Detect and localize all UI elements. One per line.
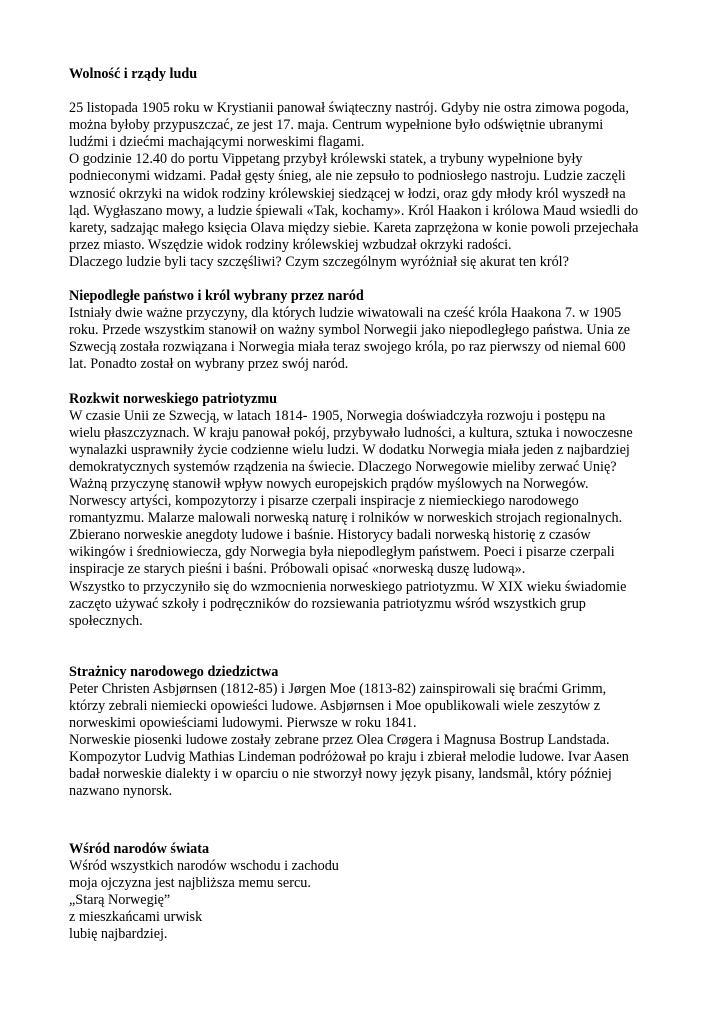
section-rozkwit <box>69 391 669 630</box>
spacer <box>69 801 669 841</box>
paragraph-line: wielu płaszczyznach. W kraju panował pokój, przybywało ludności, a kultura, sztuka i nowoczesne <box>69 424 633 441</box>
paragraph-line: Wszystko to przyczyniło się do wzmocnienia norweskiego patriotyzmu. W XIX wieku świadomie <box>69 578 627 595</box>
section-heading-rozkwit: Rozkwit norweskiego patriotyzmu <box>69 390 278 407</box>
poem-line: „Starą Norwegię” <box>69 891 171 908</box>
paragraph-line: 25 listopada 1905 roku w Krystianii panował świąteczny nastrój. Gdyby nie ostra zimowa pogoda, <box>69 100 629 117</box>
paragraph-line: Norwescy artyści, kompozytorzy i pisarze czerpali inspiracje z niemieckiego narodowego <box>69 493 579 510</box>
paragraph-line: Istniały dwie ważne przyczyny, dla których ludzie wiwatowali na cześć króla Haakona 7. w 1905 <box>69 305 622 322</box>
paragraph-line: lat. Ponadto został on wybrany przez swój naród. <box>69 356 349 373</box>
paragraph-line: norweskimi opowieściami ludowymi. Pierwsze w roku 1841. <box>69 715 417 732</box>
paragraph-line: Zbierano norweskie anegdoty ludowe i baśnie. Historycy badali norweską historię z czasów <box>69 527 591 544</box>
paragraph-line: wikingów i średniowiecza, gdy Norwegia była niepodległym państwem. Poeci i pisarze czerpali <box>69 544 615 561</box>
spacer <box>69 271 669 288</box>
paragraph-line: romantyzmu. Malarze malowali norweską naturę i rolników w norweskich strojach regionalnych. <box>69 510 623 527</box>
paragraph-line: ludźmi i dziećmi machającymi norweskimi flagami. <box>69 134 365 151</box>
paragraph-line: wynalazki usprawniły życie codzienne wielu ludzi. W dodatku Norwegia miała jeden z najbardziej <box>69 441 630 458</box>
paragraph-line: Szwecją została rozwiązana i Norwegia miała teraz swojego króla, po raz pierwszy od niemal 600 <box>69 339 626 356</box>
paragraph-line: badał norweskie dialekty i w oparciu o nie stworzył nowy język pisany, landsmål, który później <box>69 766 612 783</box>
paragraph-line: demokratycznych systemów rządzenia na świecie. Dlaczego Norwegowie mieliby zerwać Unię? <box>69 458 617 475</box>
poem-line: z mieszkańcami urwisk <box>69 908 203 925</box>
paragraph-line: Ważną przyczynę stanowił wpływ nowych europejskich prądów myślowych na Norwegów. <box>69 475 589 492</box>
paragraph-line: inspiracje ze starych pieśni i baśni. Próbowali opisać «norweską duszę ludową». <box>69 561 526 578</box>
paragraph-line: karety, sadzając małego księcia Olava między siebie. Kareta zaprzężona w konie powoli przejechała <box>69 219 639 236</box>
paragraph-line: społecznych. <box>69 612 143 629</box>
section-wsrod-narodow <box>69 841 669 944</box>
paragraph-line: Norweskie piosenki ludowe zostały zebrane przez Olea Crøgera i Magnusa Bostrup Landstada. <box>69 732 610 749</box>
paragraph-line: ląd. Wygłaszano mowy, a ludzie śpiewali «Tak, kochamy». Król Haakon i królowa Maud wsiedli do <box>69 202 639 219</box>
spacer <box>69 83 669 100</box>
paragraph-line: przez miasto. Wszędzie widok rodziny królewskiej wzbudzał okrzyki radości. <box>69 236 512 253</box>
spacer <box>69 630 669 664</box>
paragraph-line: Kompozytor Ludvig Mathias Lindeman podróżował po kraju i zbierał melodie ludowe. Ivar Aasen <box>69 749 629 766</box>
paragraph-line: wznosić okrzyki na widok rodziny królewskiej siedzącej w łodzi, oraz gdy młody król wyszedł na <box>69 185 626 202</box>
poem-line: Wśród wszystkich narodów wschodu i zachodu <box>69 857 339 874</box>
paragraph-line: podnieconymi widzami. Padał gęsty śnieg, ale nie zepsuło to podniosłego nastroju. Ludzie zaczęli <box>69 168 626 185</box>
paragraph-line: W czasie Unii ze Szwecją, w latach 1814- 1905, Norwegia doświadczyła rozwoju i postępu na <box>69 407 606 424</box>
section-niepodlegle <box>69 288 669 373</box>
section-intro <box>69 100 669 271</box>
section-heading-wsrod-narodow: Wśród narodów świata <box>69 840 210 857</box>
paragraph-line: można byłoby przypuszczać, ze jest 17. maja. Centrum wypełnione było odświętnie ubranymi <box>69 117 604 134</box>
document-page <box>69 66 669 943</box>
section-heading-wolnosc: Wolność i rządy ludu <box>69 66 198 82</box>
poem-line: moja ojczyzna jest najbliższa memu sercu. <box>69 874 311 891</box>
paragraph-line: którzy zebrali niemiecki opowieści ludowe. Asbjørnsen i Moe opublikowali wiele zeszytów z <box>69 698 601 714</box>
paragraph-line: Dlaczego ludzie byli tacy szczęśliwi? Czym szczególnym wyróżniał się akurat ten król? <box>69 253 569 270</box>
paragraph-line: Peter Christen Asbjørnsen (1812-85) i Jørgen Moe (1813-82) zainspirowali się braćmi Grimm, <box>69 680 607 697</box>
paragraph-line: nazwano nynorsk. <box>69 783 173 800</box>
section-heading-niepodlegle: Niepodległe państwo i król wybrany przez naród <box>69 288 364 305</box>
poem-line: lubię najbardziej. <box>69 926 168 943</box>
paragraph-line: zaczęto używać szkoły i podręczników do rozsiewania patriotyzmu wśród wszystkich grup <box>69 595 586 612</box>
paragraph-line: roku. Przede wszystkim stanowił on ważny symbol Norwegii jako niepodległego państwa. Unia ze <box>69 322 631 339</box>
paragraph-line: O godzinie 12.40 do portu Vippetang przybył królewski statek, a trybuny wypełnione były <box>69 151 583 168</box>
section-straznicy <box>69 664 669 801</box>
spacer <box>69 374 669 391</box>
section-heading-straznicy: Strażnicy narodowego dziedzictwa <box>69 663 279 680</box>
